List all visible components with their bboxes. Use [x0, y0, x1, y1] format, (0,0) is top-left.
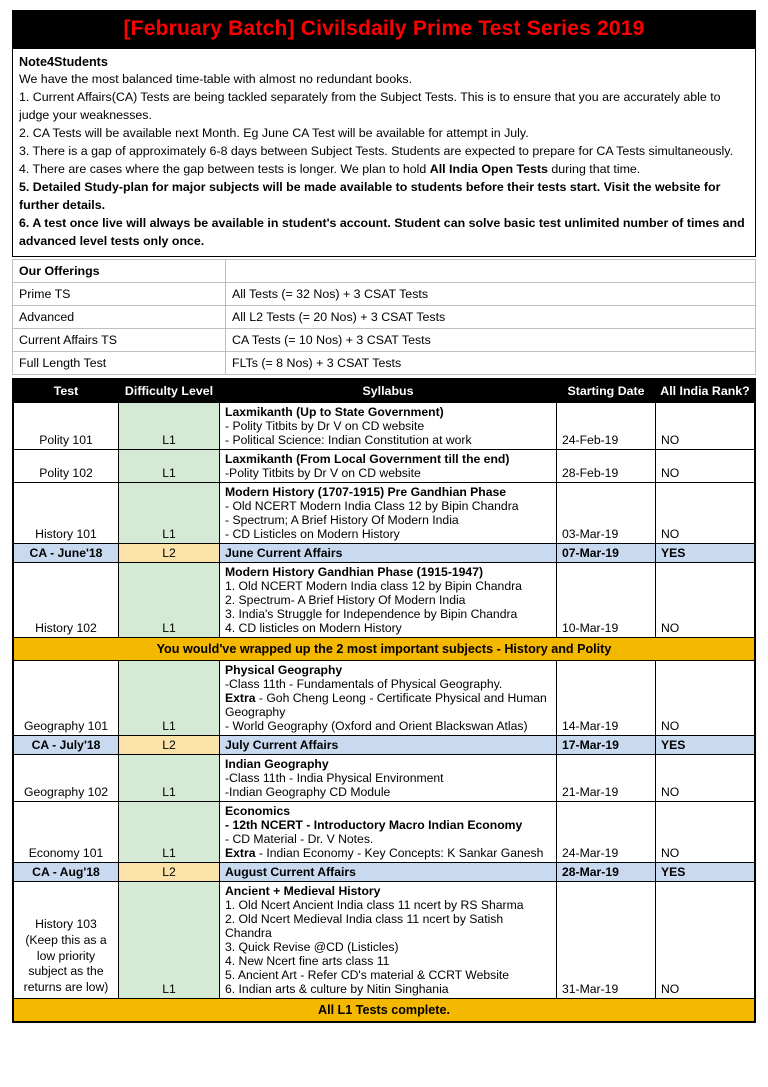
column-header-starting-date: Starting Date	[557, 379, 656, 403]
schedule-body	[13, 403, 755, 1023]
offering-name: Advanced	[13, 306, 226, 329]
table-row	[13, 306, 756, 329]
cell-test-name: Polity 102	[13, 450, 119, 483]
cell-syllabus	[220, 755, 557, 802]
cell-test-name: CA - Aug'18	[13, 863, 119, 882]
table-row	[13, 329, 756, 352]
syllabus-line: - 12th NCERT - Introductory Macro Indian Economy	[225, 818, 523, 833]
syllabus-title: Modern History (1707-1915) Pre Gandhian Phase	[225, 485, 507, 500]
syllabus-line: 2. Old Ncert Medieval India class 11 ncert by Satish Chandra	[225, 912, 504, 941]
cell-syllabus	[220, 450, 557, 483]
syllabus-title: Ancient + Medieval History	[225, 884, 381, 899]
table-row	[13, 563, 755, 638]
cell-test-name: CA - July'18	[13, 736, 119, 755]
cell-all-india-rank: NO	[656, 450, 756, 483]
milestone-banner-text: You would've wrapped up the 2 most important subjects - History and Polity	[13, 638, 755, 661]
cell-difficulty-level: L1	[119, 450, 220, 483]
notes-line-2: 2. CA Tests will be available next Month. Eg June CA Test will be available for attempt in July.	[19, 126, 529, 141]
table-row	[13, 863, 755, 882]
syllabus-line: Extra - Indian Economy - Key Concepts: K Sankar Ganesh	[225, 846, 544, 861]
cell-starting-date: 28-Mar-19	[557, 863, 656, 882]
cell-test-name: Economy 101	[13, 802, 119, 863]
table-row	[13, 483, 755, 544]
syllabus-title: July Current Affairs	[225, 738, 339, 753]
syllabus-line: - World Geography (Oxford and Orient Blackswan Atlas)	[225, 719, 528, 734]
cell-starting-date: 24-Feb-19	[557, 403, 656, 450]
syllabus-line: 4. CD listicles on Modern History	[225, 621, 402, 636]
table-row	[13, 352, 756, 375]
syllabus-title: June Current Affairs	[225, 546, 343, 561]
table-row	[13, 755, 755, 802]
schedule-header	[13, 379, 755, 403]
cell-all-india-rank: NO	[656, 755, 756, 802]
syllabus-line: - Polity Titbits by Dr V on CD website	[225, 419, 425, 434]
notes-line-4-a: 4. There are cases where the gap between tests is longer. We plan to hold	[19, 162, 430, 177]
syllabus-line: - CD Listicles on Modern History	[225, 527, 400, 542]
offering-name: Prime TS	[13, 283, 226, 306]
offerings-header-label: Our Offerings	[13, 260, 226, 283]
notes-line-5: 5. Detailed Study-plan for major subjects will be made available to students before their tests start. Visit the website for further details.	[19, 180, 721, 213]
notes-line-4	[19, 161, 749, 179]
table-row	[13, 802, 755, 863]
cell-test-name: History 103 (Keep this as a low priority subject as the returns are low)	[13, 882, 119, 999]
cell-difficulty-level: L1	[119, 802, 220, 863]
table-row	[13, 882, 755, 999]
syllabus-line: 3. India's Struggle for Independence by Bipin Chandra	[225, 607, 518, 622]
cell-difficulty-level: L2	[119, 863, 220, 882]
cell-difficulty-level: L1	[119, 882, 220, 999]
syllabus-line: - Spectrum; A Brief History Of Modern India	[225, 513, 459, 528]
cell-all-india-rank: NO	[656, 882, 756, 999]
cell-difficulty-level: L1	[119, 563, 220, 638]
milestone-banner-row	[13, 638, 755, 661]
offering-detail: All Tests (= 32 Nos) + 3 CSAT Tests	[226, 283, 756, 306]
syllabus-line: -Indian Geography CD Module	[225, 785, 391, 800]
cell-all-india-rank: NO	[656, 483, 756, 544]
column-header-all-india-rank: All India Rank?	[656, 379, 756, 403]
offering-detail: CA Tests (= 10 Nos) + 3 CSAT Tests	[226, 329, 756, 352]
cell-syllabus	[220, 802, 557, 863]
syllabus-line: 2. Spectrum- A Brief History Of Modern India	[225, 593, 466, 608]
test-schedule-table	[12, 378, 756, 1023]
milestone-banner-row	[13, 999, 755, 1023]
cell-syllabus	[220, 403, 557, 450]
notes-line-0: We have the most balanced time-table with almost no redundant books.	[19, 72, 413, 87]
cell-syllabus	[220, 563, 557, 638]
cell-all-india-rank: NO	[656, 403, 756, 450]
cell-syllabus	[220, 661, 557, 736]
syllabus-line: Extra - Goh Cheng Leong - Certificate Physical and Human Geography	[225, 691, 547, 720]
page-title-banner	[12, 10, 756, 49]
cell-all-india-rank: NO	[656, 563, 756, 638]
cell-all-india-rank: NO	[656, 802, 756, 863]
cell-syllabus	[220, 882, 557, 999]
syllabus-line: - Old NCERT Modern India Class 12 by Bipin Chandra	[225, 499, 519, 514]
cell-all-india-rank: YES	[656, 863, 756, 882]
syllabus-line: - CD Material - Dr. V Notes.	[225, 832, 374, 847]
cell-syllabus	[220, 483, 557, 544]
cell-test-name: History 102	[13, 563, 119, 638]
syllabus-title: Physical Geography	[225, 663, 343, 678]
cell-difficulty-level: L1	[119, 755, 220, 802]
syllabus-line: -Class 11th - India Physical Environment	[225, 771, 444, 786]
cell-starting-date: 24-Mar-19	[557, 802, 656, 863]
syllabus-line: 3. Quick Revise @CD (Listicles)	[225, 940, 399, 955]
syllabus-line: 1. Old Ncert Ancient India class 11 ncert by RS Sharma	[225, 898, 524, 913]
cell-difficulty-level: L2	[119, 544, 220, 563]
offering-name: Current Affairs TS	[13, 329, 226, 352]
cell-test-name: Geography 102	[13, 755, 119, 802]
offering-name: Full Length Test	[13, 352, 226, 375]
table-row	[13, 450, 755, 483]
offerings-header-row	[13, 260, 756, 283]
syllabus-line: 4. New Ncert fine arts class 11	[225, 954, 390, 969]
notes-line-4-highlight: All India Open Tests	[429, 162, 548, 177]
cell-test-name: History 101	[13, 483, 119, 544]
column-header-difficulty: Difficulty Level	[119, 379, 220, 403]
table-row	[13, 544, 755, 563]
syllabus-line: - Political Science: Indian Constitution at work	[225, 433, 472, 448]
table-row	[13, 403, 755, 450]
notes-heading: Note4Students	[19, 55, 108, 69]
syllabus-line: -Polity Titbits by Dr V on CD website	[225, 466, 421, 481]
cell-starting-date: 03-Mar-19	[557, 483, 656, 544]
syllabus-title: Economics	[225, 804, 291, 819]
cell-starting-date: 14-Mar-19	[557, 661, 656, 736]
table-row	[13, 661, 755, 736]
offerings-body	[13, 260, 756, 375]
offering-detail: All L2 Tests (= 20 Nos) + 3 CSAT Tests	[226, 306, 756, 329]
syllabus-line: 1. Old NCERT Modern India class 12 by Bipin Chandra	[225, 579, 522, 594]
syllabus-title: Laxmikanth (Up to State Government)	[225, 405, 444, 420]
cell-all-india-rank: NO	[656, 661, 756, 736]
note4students-block	[12, 49, 756, 257]
syllabus-title: Indian Geography	[225, 757, 329, 772]
cell-difficulty-level: L1	[119, 403, 220, 450]
table-row	[13, 283, 756, 306]
cell-syllabus	[220, 863, 557, 882]
syllabus-line: 6. Indian arts & culture by Nitin Singhania	[225, 982, 449, 997]
cell-starting-date: 07-Mar-19	[557, 544, 656, 563]
notes-line-3: 3. There is a gap of approximately 6-8 days between Subject Tests. Students are expected to prepare for CA Tests simultaneously.	[19, 144, 734, 159]
table-row	[13, 736, 755, 755]
cell-test-name: Polity 101	[13, 403, 119, 450]
cell-difficulty-level: L2	[119, 736, 220, 755]
notes-line-6: 6. A test once live will always be available in student's account. Student can solve basic test unlimited number of times and advanced level tests only once.	[19, 216, 745, 249]
syllabus-line: 5. Ancient Art - Refer CD's material & CCRT Website	[225, 968, 510, 983]
schedule-header-row	[13, 379, 755, 403]
syllabus-line: -Class 11th - Fundamentals of Physical Geography.	[225, 677, 503, 692]
column-header-test: Test	[13, 379, 119, 403]
cell-difficulty-level: L1	[119, 483, 220, 544]
cell-starting-date: 10-Mar-19	[557, 563, 656, 638]
cell-starting-date: 21-Mar-19	[557, 755, 656, 802]
cell-starting-date: 17-Mar-19	[557, 736, 656, 755]
cell-test-name: CA - June'18	[13, 544, 119, 563]
cell-all-india-rank: YES	[656, 736, 756, 755]
offering-detail: FLTs (= 8 Nos) + 3 CSAT Tests	[226, 352, 756, 375]
notes-line-4-c: during that time.	[547, 162, 641, 177]
cell-syllabus	[220, 736, 557, 755]
cell-starting-date: 31-Mar-19	[557, 882, 656, 999]
our-offerings-table	[12, 259, 756, 375]
cell-all-india-rank: YES	[656, 544, 756, 563]
column-header-syllabus: Syllabus	[220, 379, 557, 403]
milestone-banner-text: All L1 Tests complete.	[13, 999, 755, 1023]
syllabus-title: Laxmikanth (From Local Government till the end)	[225, 452, 510, 467]
syllabus-title: Modern History Gandhian Phase (1915-1947)	[225, 565, 484, 580]
cell-syllabus	[220, 544, 557, 563]
syllabus-title: August Current Affairs	[225, 865, 356, 880]
page-title: [February Batch] Civilsdaily Prime Test Series 2019	[123, 17, 645, 40]
cell-test-name: Geography 101	[13, 661, 119, 736]
cell-difficulty-level: L1	[119, 661, 220, 736]
notes-line-1: 1. Current Affairs(CA) Tests are being tackled separately from the Subject Tests. This is to ensure that you are accurately able to judge your weaknesses.	[19, 90, 721, 123]
cell-starting-date: 28-Feb-19	[557, 450, 656, 483]
offerings-header-blank	[226, 260, 756, 283]
